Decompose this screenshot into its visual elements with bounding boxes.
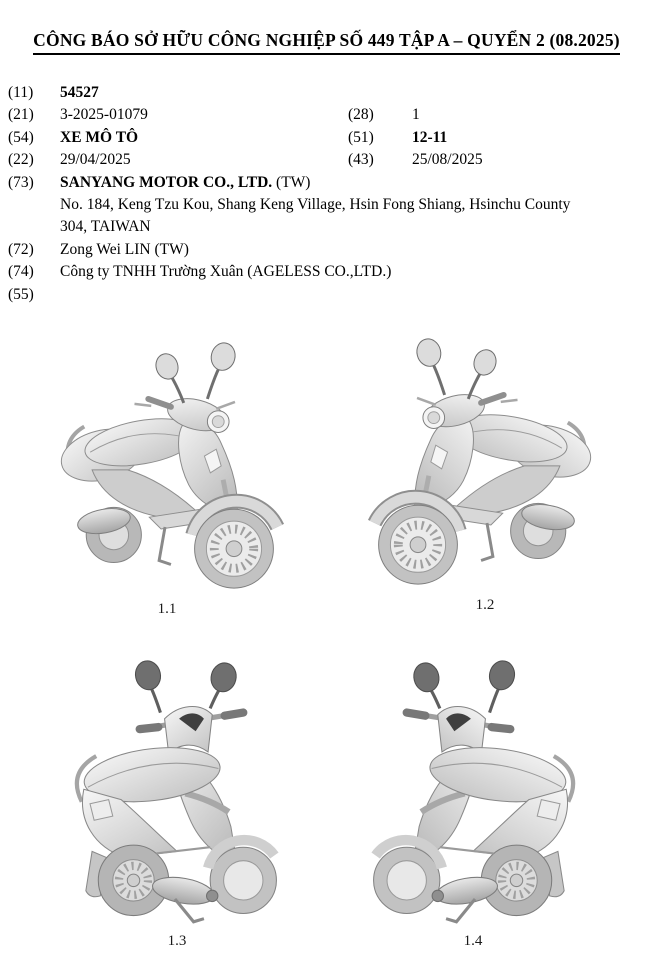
field-value-design-count: 1 [412, 106, 420, 124]
field-value-registration-number: 54527 [60, 84, 99, 101]
field-row-72 [8, 239, 645, 261]
design-figure-1-4 [348, 638, 598, 950]
scooter-front-right-illustration [42, 330, 292, 596]
figure-label: 1.1 [157, 601, 177, 617]
field-code: (74) [8, 263, 34, 281]
figure-label: 1.2 [475, 597, 495, 613]
field-value-publication-date: 25/08/2025 [412, 151, 483, 169]
bibliographic-fields [8, 82, 645, 306]
owner-address-line2: 304, TAIWAN [60, 218, 151, 236]
field-code: (54) [8, 128, 34, 146]
field-value-design-title: XE MÔ TÔ [60, 128, 139, 146]
field-code: (22) [8, 151, 34, 169]
scooter-rear-right-illustration [348, 638, 598, 928]
field-row-55 [8, 284, 645, 306]
field-row-73 [8, 172, 645, 239]
gazette-header [0, 30, 653, 55]
field-value-filing-date: 29/04/2025 [60, 151, 131, 169]
field-value-application-number: 3-2025-01079 [60, 106, 148, 124]
owner-address-line1: No. 184, Keng Tzu Kou, Shang Keng Village, Hsin Fong Shiang, Hsinchu County [60, 196, 571, 214]
field-code: (43) [348, 151, 374, 169]
field-value-author: Zong Wei LIN (TW) [60, 240, 189, 258]
field-code: (51) [348, 128, 374, 146]
field-row-54-51 [8, 127, 645, 149]
figure-label: 1.4 [463, 933, 483, 949]
field-code: (28) [348, 106, 374, 124]
field-code: (72) [8, 240, 34, 258]
owner-country: (TW) [272, 173, 311, 191]
scooter-rear-left-illustration [52, 638, 302, 928]
field-row-74 [8, 261, 645, 283]
field-code: (11) [8, 84, 34, 101]
design-figure-1-1 [42, 330, 292, 618]
owner-block [60, 172, 645, 239]
field-code: (21) [8, 106, 34, 124]
field-value-locarno-class: 12-11 [412, 128, 448, 146]
design-figure-1-3 [52, 638, 302, 950]
page-title: CÔNG BÁO SỞ HỮU CÔNG NGHIỆP SỐ 449 TẬP A – QUYỂN 2 (08.2025) [33, 30, 620, 55]
field-code: (73) [8, 173, 34, 191]
figure-label: 1.3 [167, 933, 187, 949]
owner-name: SANYANG MOTOR CO., LTD. [60, 173, 273, 191]
design-figure-1-2 [360, 326, 610, 614]
field-row-21-28 [8, 104, 645, 126]
field-code: (55) [8, 285, 34, 303]
field-row-11 [8, 82, 645, 104]
field-row-22-43 [8, 149, 645, 171]
field-value-representative: Công ty TNHH Trường Xuân (AGELESS CO.,LTD.) [60, 263, 392, 281]
field-value-55 [60, 284, 645, 306]
scooter-front-left-illustration [360, 326, 610, 592]
